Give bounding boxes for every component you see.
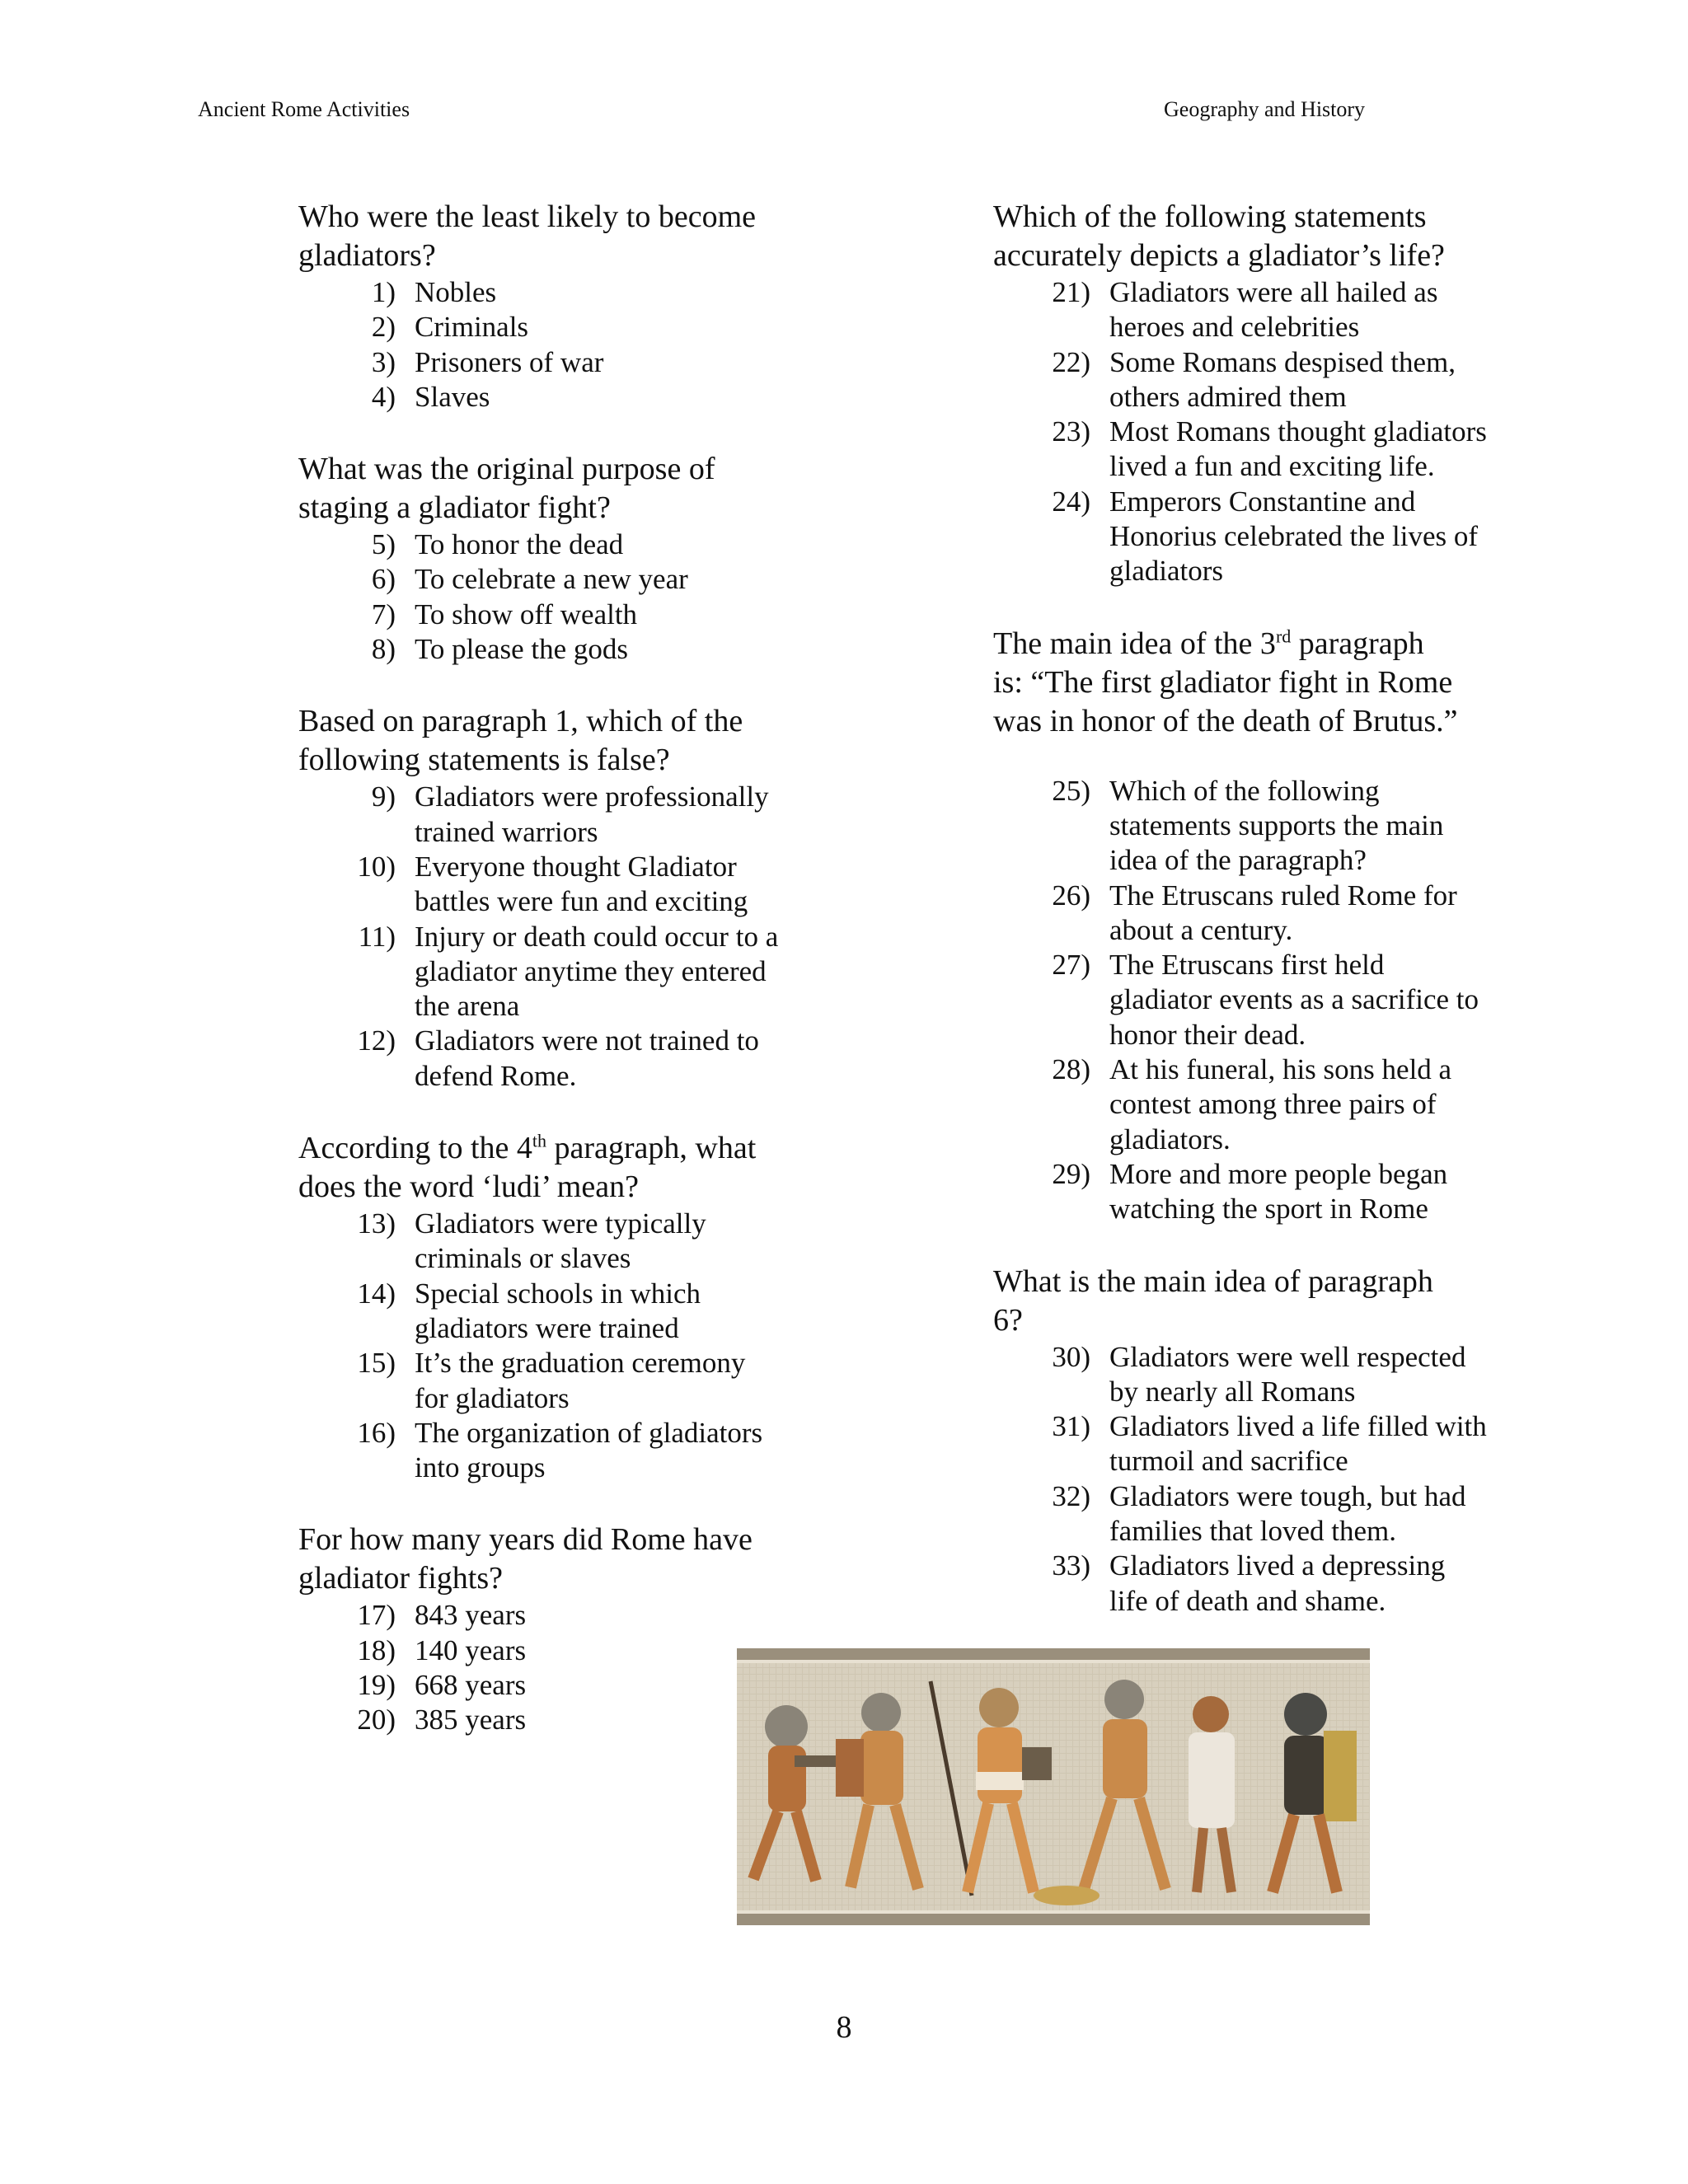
option-number: 32) — [1052, 1479, 1090, 1512]
question-block — [993, 1263, 1504, 1619]
answer-option — [993, 1549, 1504, 1619]
question-block — [993, 198, 1504, 589]
answer-option — [298, 1346, 793, 1416]
option-number: 1) — [371, 276, 396, 308]
option-number: 27) — [1052, 949, 1090, 982]
answer-list — [298, 1598, 793, 1737]
question-text-end: paragraph, what does the word ‘ludi’ mean? — [298, 1131, 757, 1205]
answer-option — [298, 527, 793, 562]
question-block — [298, 1129, 793, 1485]
answer-list — [993, 1340, 1504, 1619]
answer-option — [993, 879, 1504, 949]
option-text: 843 years — [415, 1599, 527, 1632]
option-text: The organization of gladiators into groups — [415, 1416, 763, 1484]
option-number: 20) — [357, 1704, 396, 1736]
option-text: Gladiators were all hailed as heroes and celebrities — [1109, 276, 1438, 344]
answer-option — [298, 1598, 793, 1633]
option-text: Gladiators were not trained to defend Rome. — [415, 1024, 759, 1092]
question-text: Based on paragraph 1, which of the following statements is false? — [298, 704, 743, 778]
option-number: 11) — [358, 920, 396, 953]
question-block — [298, 198, 793, 415]
option-text: Special schools in which gladiators were trained — [415, 1277, 701, 1344]
option-text: Everyone thought Gladiator battles were fun and exciting — [415, 850, 748, 918]
option-text: Emperors Constantine and Honorius celebrated the lives of gladiators — [1109, 485, 1479, 588]
option-number: 16) — [357, 1416, 396, 1449]
answer-list — [993, 275, 1504, 589]
option-text: Gladiators were well respected by nearly all Romans — [1109, 1340, 1466, 1408]
option-number: 21) — [1052, 276, 1090, 308]
answer-option — [298, 380, 793, 415]
option-number: 7) — [371, 598, 396, 630]
header-right: Geography and History — [1164, 97, 1366, 121]
fallen-shield — [1034, 1886, 1100, 1905]
answer-option — [298, 275, 793, 310]
answer-option — [298, 562, 793, 597]
option-number: 12) — [357, 1024, 396, 1057]
option-number: 19) — [357, 1669, 396, 1702]
option-number: 3) — [371, 345, 396, 378]
question-text: What is the main idea of paragraph 6? — [993, 1263, 1433, 1338]
question-block — [298, 702, 793, 1094]
option-text: Prisoners of war — [415, 345, 604, 378]
option-number: 30) — [1052, 1340, 1090, 1373]
option-number: 33) — [1052, 1549, 1090, 1582]
option-text: Gladiators lived a depressing life of death and shame. — [1109, 1549, 1446, 1617]
answer-option — [993, 1157, 1504, 1227]
option-text: 668 years — [415, 1669, 527, 1702]
answer-option — [298, 1024, 793, 1094]
question-text: Which of the following statements accurately depicts a gladiator’s life? — [993, 199, 1445, 273]
option-text: Nobles — [415, 276, 497, 308]
answer-option — [993, 1052, 1504, 1157]
option-number: 6) — [371, 563, 396, 596]
question-text — [298, 1129, 793, 1207]
option-text: At his funeral, his sons held a contest among three pairs of gladiators. — [1109, 1053, 1452, 1155]
answer-list — [298, 780, 793, 1094]
answer-option — [298, 345, 793, 380]
option-number: 18) — [357, 1633, 396, 1666]
option-number: 10) — [357, 850, 396, 883]
gladiator-mosaic-image — [737, 1648, 1370, 1925]
answer-option — [298, 310, 793, 344]
answer-list — [298, 275, 793, 415]
answer-option — [993, 1479, 1504, 1549]
answer-option — [298, 1207, 793, 1277]
option-text: Gladiators were professionally trained warriors — [415, 780, 769, 848]
answer-option — [993, 485, 1504, 589]
answer-option — [298, 632, 793, 667]
answer-option — [993, 948, 1504, 1052]
option-text: Slaves — [415, 380, 490, 413]
option-text: More and more people began watching the sport in Rome — [1109, 1157, 1448, 1226]
question-text: What was the original purpose of staging a gladiator fight? — [298, 452, 715, 526]
option-text: Gladiators were typically criminals or slaves — [415, 1207, 706, 1275]
question-text — [993, 625, 1504, 741]
question-text-end: paragraph is: “The first gladiator fight in Rome was in honor of the death of Brutus.” — [993, 626, 1458, 738]
option-text: Gladiators were tough, but had families that loved them. — [1109, 1479, 1466, 1548]
option-number: 28) — [1052, 1053, 1090, 1086]
question-block — [993, 625, 1504, 1227]
option-number: 5) — [371, 528, 396, 561]
option-number: 14) — [357, 1277, 396, 1310]
answer-option — [298, 780, 793, 850]
answer-option — [298, 1416, 793, 1486]
question-block — [298, 450, 793, 667]
option-number: 29) — [1052, 1157, 1090, 1190]
mosaic-illustration — [737, 1648, 1370, 1925]
ordinal-suffix: th — [532, 1130, 546, 1151]
right-column — [993, 198, 1504, 1619]
question-text: For how many years did Rome have gladiator fights? — [298, 1522, 753, 1596]
option-text: To honor the dead — [415, 528, 624, 561]
option-text: To please the gods — [415, 633, 629, 666]
answer-option — [298, 920, 793, 1024]
option-text: To show off wealth — [415, 598, 638, 630]
answer-option — [298, 598, 793, 632]
option-number: 2) — [371, 311, 396, 344]
option-text: 140 years — [415, 1633, 527, 1666]
option-text: Criminals — [415, 311, 529, 344]
option-text: Some Romans despised them, others admired them — [1109, 345, 1456, 413]
answer-option — [993, 1409, 1504, 1479]
option-number: 24) — [1052, 485, 1090, 518]
option-text: 385 years — [415, 1704, 527, 1736]
page-number: 8 — [836, 2010, 852, 2045]
option-text: Gladiators lived a life filled with turmoil and sacrifice — [1109, 1410, 1487, 1478]
answer-option — [993, 774, 1504, 879]
answer-option — [298, 1277, 793, 1347]
option-number: 13) — [357, 1207, 396, 1240]
question-text: Who were the least likely to become gladiators? — [298, 199, 757, 273]
question-block — [298, 1521, 793, 1737]
answer-list — [298, 1207, 793, 1485]
answer-option — [298, 1633, 793, 1668]
option-text: It’s the graduation ceremony for gladiators — [415, 1347, 746, 1414]
answer-option — [298, 1703, 793, 1737]
option-number: 22) — [1052, 345, 1090, 378]
answer-list — [298, 527, 793, 667]
header-left: Ancient Rome Activities — [198, 97, 410, 121]
option-text: The Etruscans ruled Rome for about a century. — [1109, 879, 1457, 946]
answer-list — [993, 774, 1504, 1227]
option-text: To celebrate a new year — [415, 563, 688, 596]
option-number: 8) — [371, 633, 396, 666]
option-number: 26) — [1052, 879, 1090, 912]
option-number: 15) — [357, 1347, 396, 1380]
option-text: Injury or death could occur to a gladiator anytime they entered the arena — [415, 920, 779, 1023]
question-text-start: According to the 4 — [298, 1131, 532, 1166]
option-number: 4) — [371, 380, 396, 413]
answer-option — [993, 275, 1504, 345]
option-text: Which of the following statements supports the main idea of the paragraph? — [1109, 774, 1444, 877]
answer-option — [993, 415, 1504, 485]
answer-option — [298, 1668, 793, 1703]
answer-option — [993, 345, 1504, 415]
question-text-start: The main idea of the 3 — [993, 626, 1276, 661]
option-text: Most Romans thought gladiators lived a fun and exciting life. — [1109, 415, 1487, 483]
option-number: 17) — [357, 1599, 396, 1632]
ordinal-suffix: rd — [1275, 626, 1292, 647]
answer-option — [993, 1340, 1504, 1410]
answer-option — [298, 850, 793, 920]
option-number: 31) — [1052, 1410, 1090, 1443]
option-number: 23) — [1052, 415, 1090, 448]
option-text: The Etruscans first held gladiator events as a sacrifice to honor their dead. — [1109, 949, 1479, 1051]
left-column — [298, 198, 793, 1738]
option-number: 9) — [371, 780, 396, 813]
option-number: 25) — [1052, 774, 1090, 807]
